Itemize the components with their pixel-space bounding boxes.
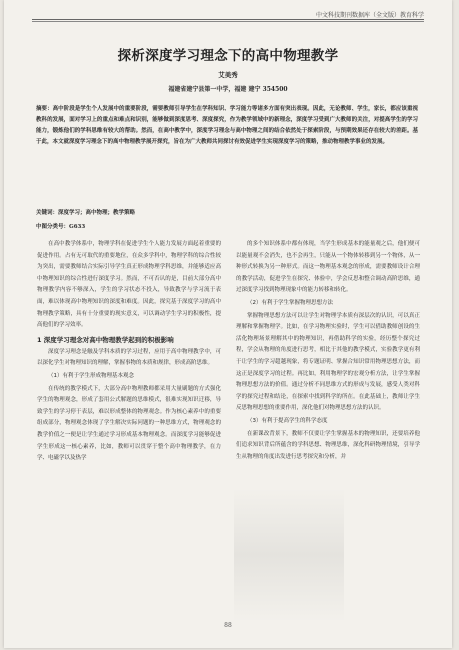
section-heading-1: 1 深度学习理念对高中物理教学起到的积极影响 (37, 335, 174, 344)
header-rule (32, 19, 424, 22)
abstract-text: 高中阶段是学生个人发展中的重要阶段，需要教师引导学生在学科知识、学习能力等诸多方面有突出表现。因此，无论教师、学生，家长，都应该重视教科的发展，面对学习上的重点和难点和识别，能够做到深度思考、深度探究，作为教学领域中的新理念，深度学习受到广大教师的关注，对提高学生的学习能力，锻炼他们的学科思维有较大的帮助。然而，在高中教学中，深度学习理念与高中物理之间的结合依然处于探索阶段，与预期效果还存在较大的差距。基于此，本文就深度学习理念下的高中物理教学展开探究，旨在为广大教师共同探讨有效促进学生实现深度学习的策略，推动物理教学事业的发展。 (36, 106, 418, 145)
intro-paragraph: 在高中教学体系中，物理学科在促进学生个人能力发展方面起着重要的促进作用。占有无可取代的重要地位，在众多学科中，物理学科的综合性较为突出，需要教师结合实际引导学生真正形成物理学科思维，并能够适应高中物理知识的综合性进行深度学习。然而，不可否认的是，目前大部分高中物理教学内容不够深入，学生的学习状态不投入，导致教学与学习流于表面，难以体现高中物理知识的深度和难度。因此，探究基于深度学习的高中物理教学策略，具有十分重要的现实意义，可以调动学生学习的积极性，提高他们的学习效率。 (37, 241, 221, 329)
section-paragraph: 深度学习理念是触及学科本质的学习过程，应用于高中物理教学中，可以深化学生对物理知识的理解，掌握事物的本质和规律，形成高阶思维。 (37, 348, 221, 367)
scan-shadow (234, 488, 344, 622)
keywords-text: 深度学习；高中物理；教学策略 (58, 210, 136, 216)
body-paragraph: 在传统的教学模式下，大部分高中物理教师都采用大量刷题的方式强化学生的物理观念，形成了套用公式解题的思维模式，很难实现知识迁移，导致学生的学习停于表层，难以形成整体的物理观念。作为核心素养中的重要组成部分，物理观念体现了学生解决实际问题的一种思维方式，物理观念的教学价值之一便是让学生通过学习形成基本物理观念。而深度学习能够促进学生形成这一核心素养，比如，教师可以贯穿于整个高中物理教学，在力学、电磁学以及热学 (37, 385, 221, 462)
clc-value: G633 (69, 224, 86, 230)
subsection-heading-1: （1）有利于学生形成物理基本观念 (48, 372, 135, 379)
journal-page (4, 0, 452, 648)
abstract (36, 104, 418, 148)
clc-label: 中图分类号： (36, 224, 70, 230)
page-number: 88 (224, 622, 232, 629)
article-title: 探析深度学习理念下的高中物理教学 (117, 48, 339, 64)
abstract-label: 摘要： (36, 106, 53, 112)
body-paragraph: 掌握物理思想方法可以让学生对物理学本质有深层次的认识，可以真正理解和掌握物理学。比如，在学习物理实验时，学生可以借助教师创设的生活化物理场景理解其中的物理知识，再借助科学的实验，经历整个探究过程，学会从物理的角度进行思考，相比于其他的教学模式，实验教学更有利于让学生的学习超越现象，将专题证明、掌握合知识常用物理思想方法，而这正是深度学习的过程。再比如，利用物理学的宏观分析方法，让学生掌握物理思想方法的价值。通过分析不同思维方式的形成与发展，感受人类对科学的探究过程和结论，在探索中找到科学的所在。在此基础上，教师让学生反思物理思想的重要作用，深化他们对物理思想方法的认识。 (236, 312, 420, 412)
keywords-label: 关键词： (36, 210, 59, 216)
left-column (37, 239, 221, 465)
running-head: 中文科技期刊数据库（全文版）教育科学 (315, 12, 424, 19)
author: 艾美秀 (218, 71, 238, 79)
body-paragraph: 的多个知识体系中都有体现，当学生形成基本的能量观之后，他们便可以能量观不会消失，也不会再生，只能从一个物体转移到另一个物体，从一种形式转换为另一种形式。而这一物理基本观念的形成，需要教师设计合理的教学活动，促进学生在探究、体验中，学会反思和整合调动高阶思维，通过深度学习找到物理现象中的能力转移和转化。 (236, 241, 420, 294)
subsection-heading-3: （3）有利于提高学生的科学态度 (247, 417, 328, 424)
right-column (236, 239, 420, 463)
body-paragraph: 在新课改背景下，教师不仅要让学生掌握基本的物理知识，还要培养他们追求知识背后所蕴含的学科思想、物理思维，深化科研物理情境，引导学生从物理的角度出发进行思考探究和分析，并 (236, 430, 420, 460)
keywords (36, 208, 418, 216)
subsection-heading-2: （2）有利于学生掌握物理思想方法 (247, 299, 334, 306)
affiliation: 福建省建宁县第一中学，福建 建宁 354500 (168, 86, 288, 93)
classification-number (36, 222, 418, 230)
